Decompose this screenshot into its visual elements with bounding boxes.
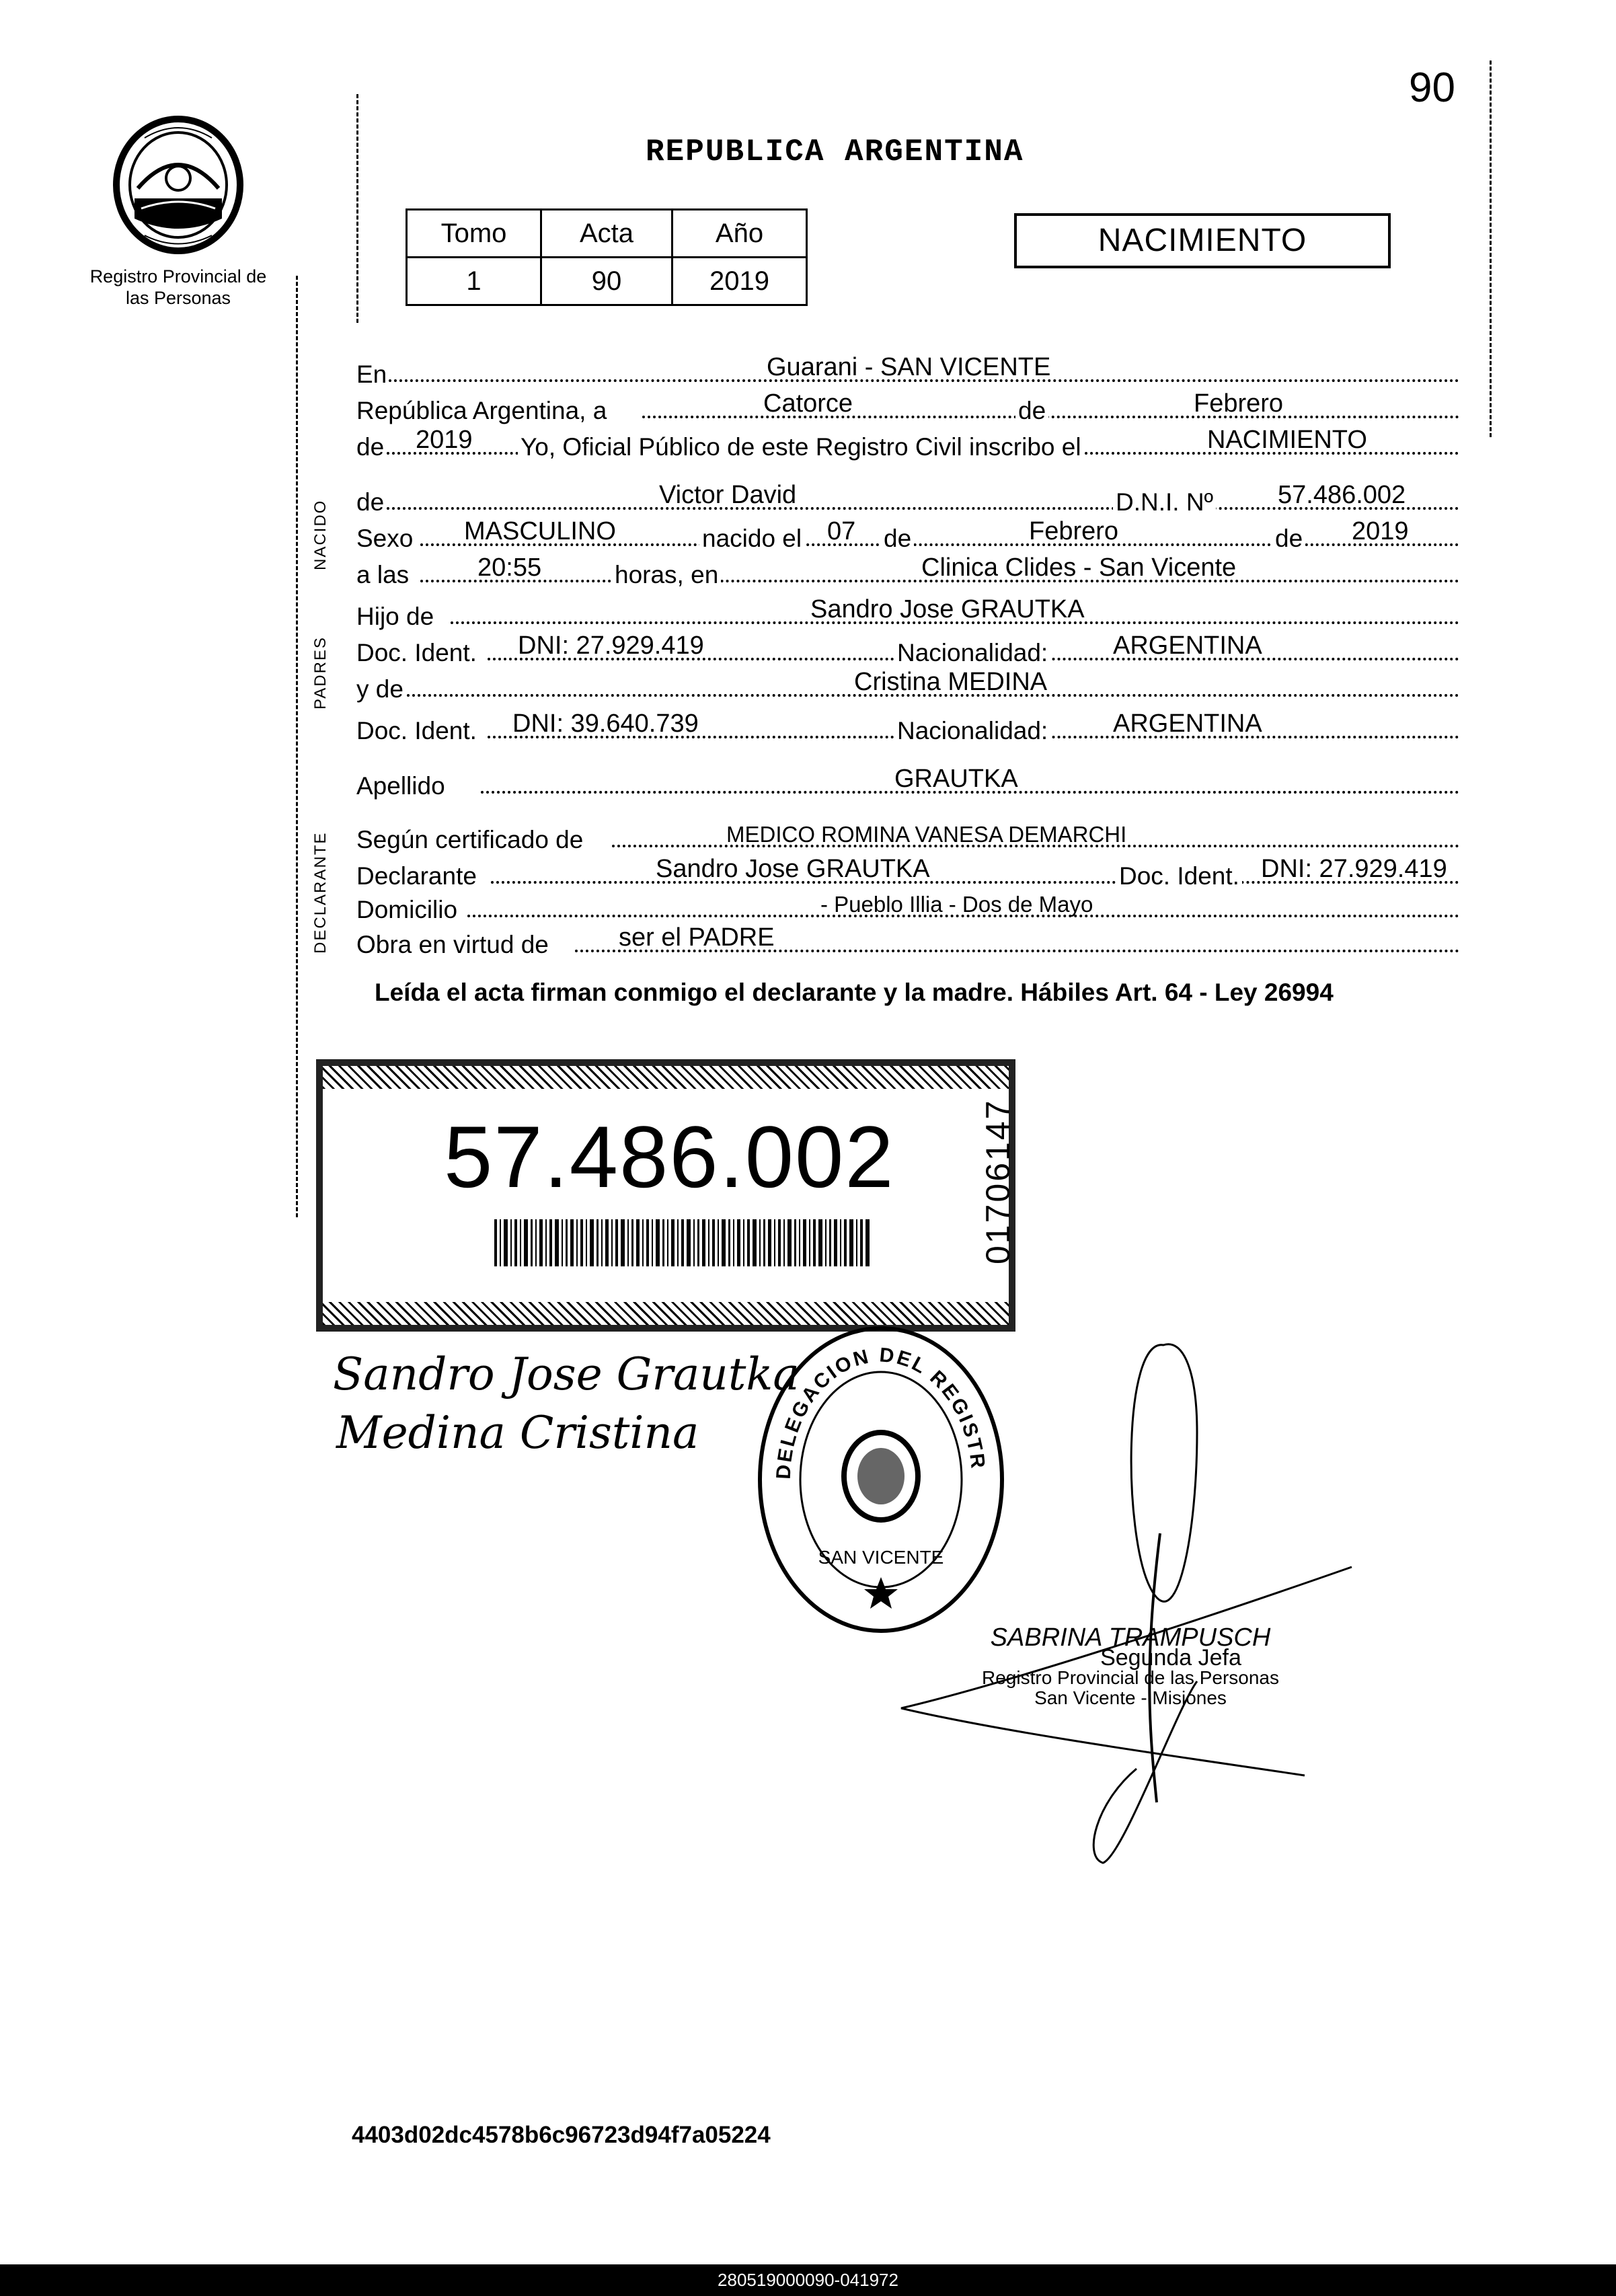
y-de-label: y de [356, 675, 403, 703]
margin-line [356, 94, 358, 323]
sexo-value: MASCULINO [464, 517, 616, 545]
dni-value: 57.486.002 [1278, 481, 1406, 509]
page-number: 90 [1409, 65, 1455, 111]
official-role: Segunda Jefa [1100, 1645, 1241, 1671]
registro-provincial-label: Registro Provincial de las Personas [89, 266, 267, 308]
hijo-de-label: Hijo de [356, 603, 434, 630]
nacido-section-label: NACIDO [311, 499, 330, 570]
document-hash: 4403d02dc4578b6c96723d94f7a05224 [352, 2122, 771, 2148]
official-signature [881, 1332, 1406, 1873]
madre-doc-row [356, 710, 1459, 745]
lugar-nacimiento: Clinica Clides - San Vicente [921, 553, 1237, 582]
declarante-label: Declarante [356, 862, 477, 890]
dia-nacimiento: 07 [827, 517, 856, 545]
footer-code: 280519000090-041972 [0, 2264, 1616, 2296]
mes-nacimiento: Febrero [1029, 517, 1119, 545]
margin-line [296, 276, 298, 1217]
padre-nacionalidad: ARGENTINA [1113, 632, 1262, 660]
yo-row [356, 426, 1459, 461]
apellido-label: Apellido [356, 772, 445, 800]
seal-text: DELEGACION DEL REGISTR [772, 1344, 989, 1480]
signature-declarante: Sandro Jose Grautka [333, 1348, 800, 1400]
en-label: En [356, 360, 387, 388]
dni-label: D.N.I. Nº [1113, 488, 1216, 516]
padre-nombre: Sandro Jose GRAUTKA [810, 595, 1085, 623]
madre-nacionalidad: ARGENTINA [1113, 710, 1262, 738]
anio-value: 2019 [416, 426, 473, 454]
domicilio-value: - Pueblo Illia - Dos de Mayo [820, 892, 1093, 917]
yo-text: Yo, Oficial Público de este Registro Civil inscribo el [518, 433, 1084, 461]
nacionalidad-label: Nacionalidad: [894, 717, 1050, 745]
sexo-label: Sexo [356, 525, 414, 552]
madre-dni: DNI: 39.640.739 [512, 710, 699, 738]
dni-number: 57.486.002 [444, 1108, 895, 1206]
nacido-el-label: nacido el [699, 525, 804, 553]
acta-header: Acta [541, 210, 672, 258]
certificado-row [356, 822, 1459, 854]
apellido-value: GRAUTKA [894, 765, 1018, 793]
provincia-misiones-logo [111, 114, 245, 256]
official-name: SABRINA TRAMPUSCH [990, 1623, 1271, 1652]
certificado-label: Según certificado de [356, 826, 584, 853]
de-label: de [881, 525, 914, 553]
hijo-de-row [356, 595, 1459, 631]
madre-nombre: Cristina MEDINA [854, 668, 1048, 696]
de-label: de [1272, 525, 1305, 553]
obra-row [356, 923, 1459, 959]
signature-madre: Medina Cristina [336, 1407, 699, 1459]
apellido-row [356, 765, 1459, 800]
dia-value: Catorce [763, 389, 853, 418]
declarante-row [356, 855, 1459, 890]
declarante-dni: DNI: 27.929.419 [1261, 855, 1447, 883]
en-row [356, 353, 1459, 389]
margin-line [1490, 61, 1492, 437]
de-label: de [356, 433, 385, 461]
republica-row [356, 389, 1459, 425]
tomo-header: Tomo [407, 210, 541, 258]
closing-statement: Leída el acta firman conmigo el declarante y la madre. Hábiles Art. 64 - Ley 26994 [375, 979, 1334, 1006]
republica-label: República Argentina, a [356, 397, 607, 424]
obra-value: ser el PADRE [619, 923, 775, 952]
acta-value: 90 [541, 258, 672, 305]
doc-ident-label: Doc. Ident. [356, 717, 477, 744]
doc-ident-label: Doc. Ident. [1116, 862, 1242, 890]
official-stamp [982, 1623, 1279, 1708]
obra-label: Obra en virtud de [356, 931, 549, 958]
padre-dni: DNI: 27.929.419 [518, 632, 704, 660]
hora-value: 20:55 [477, 553, 542, 582]
doc-ident-label: Doc. Ident. [356, 639, 477, 666]
inscribo-value: NACIMIENTO [1207, 426, 1367, 454]
ref-table [406, 208, 808, 306]
horas-en-label: horas, en [612, 561, 721, 589]
domicilio-label: Domicilio [356, 896, 458, 923]
official-office: Registro Provincial de las Personas [982, 1667, 1279, 1688]
declarante-section-label: DECLARANTE [311, 831, 330, 954]
nacionalidad-label: Nacionalidad: [894, 639, 1050, 667]
nombre-value: Victor David [659, 481, 797, 509]
tomo-value: 1 [407, 258, 541, 305]
official-location: San Vicente - Misiones [1034, 1687, 1227, 1708]
domicilio-row [356, 892, 1459, 924]
padre-doc-row [356, 632, 1459, 667]
nacido-nombre-row [356, 481, 1459, 516]
pattern-border [323, 1066, 1009, 1089]
sexo-row [356, 517, 1459, 553]
dni-serial: 01706147 [979, 1098, 1017, 1264]
anio-header: Año [672, 210, 807, 258]
hora-row [356, 553, 1459, 589]
barcode [494, 1219, 871, 1266]
y-de-row [356, 668, 1459, 703]
lugar-value: Guarani - SAN VICENTE [767, 353, 1051, 381]
seal-city: SAN VICENTE [818, 1547, 944, 1568]
anio-nacimiento: 2019 [1352, 517, 1409, 545]
document-title: REPUBLICA ARGENTINA [646, 135, 1024, 169]
de-label: de [356, 488, 385, 516]
padres-section-label: PADRES [311, 636, 330, 710]
de-label: de [1015, 397, 1048, 425]
declarante-nombre: Sandro Jose GRAUTKA [656, 855, 930, 883]
mes-value: Febrero [1194, 389, 1284, 418]
a-las-label: a las [356, 561, 410, 588]
anio-value: 2019 [672, 258, 807, 305]
acta-type-box: NACIMIENTO [1014, 213, 1391, 268]
certificado-value: MEDICO ROMINA VANESA DEMARCHI [726, 822, 1127, 847]
